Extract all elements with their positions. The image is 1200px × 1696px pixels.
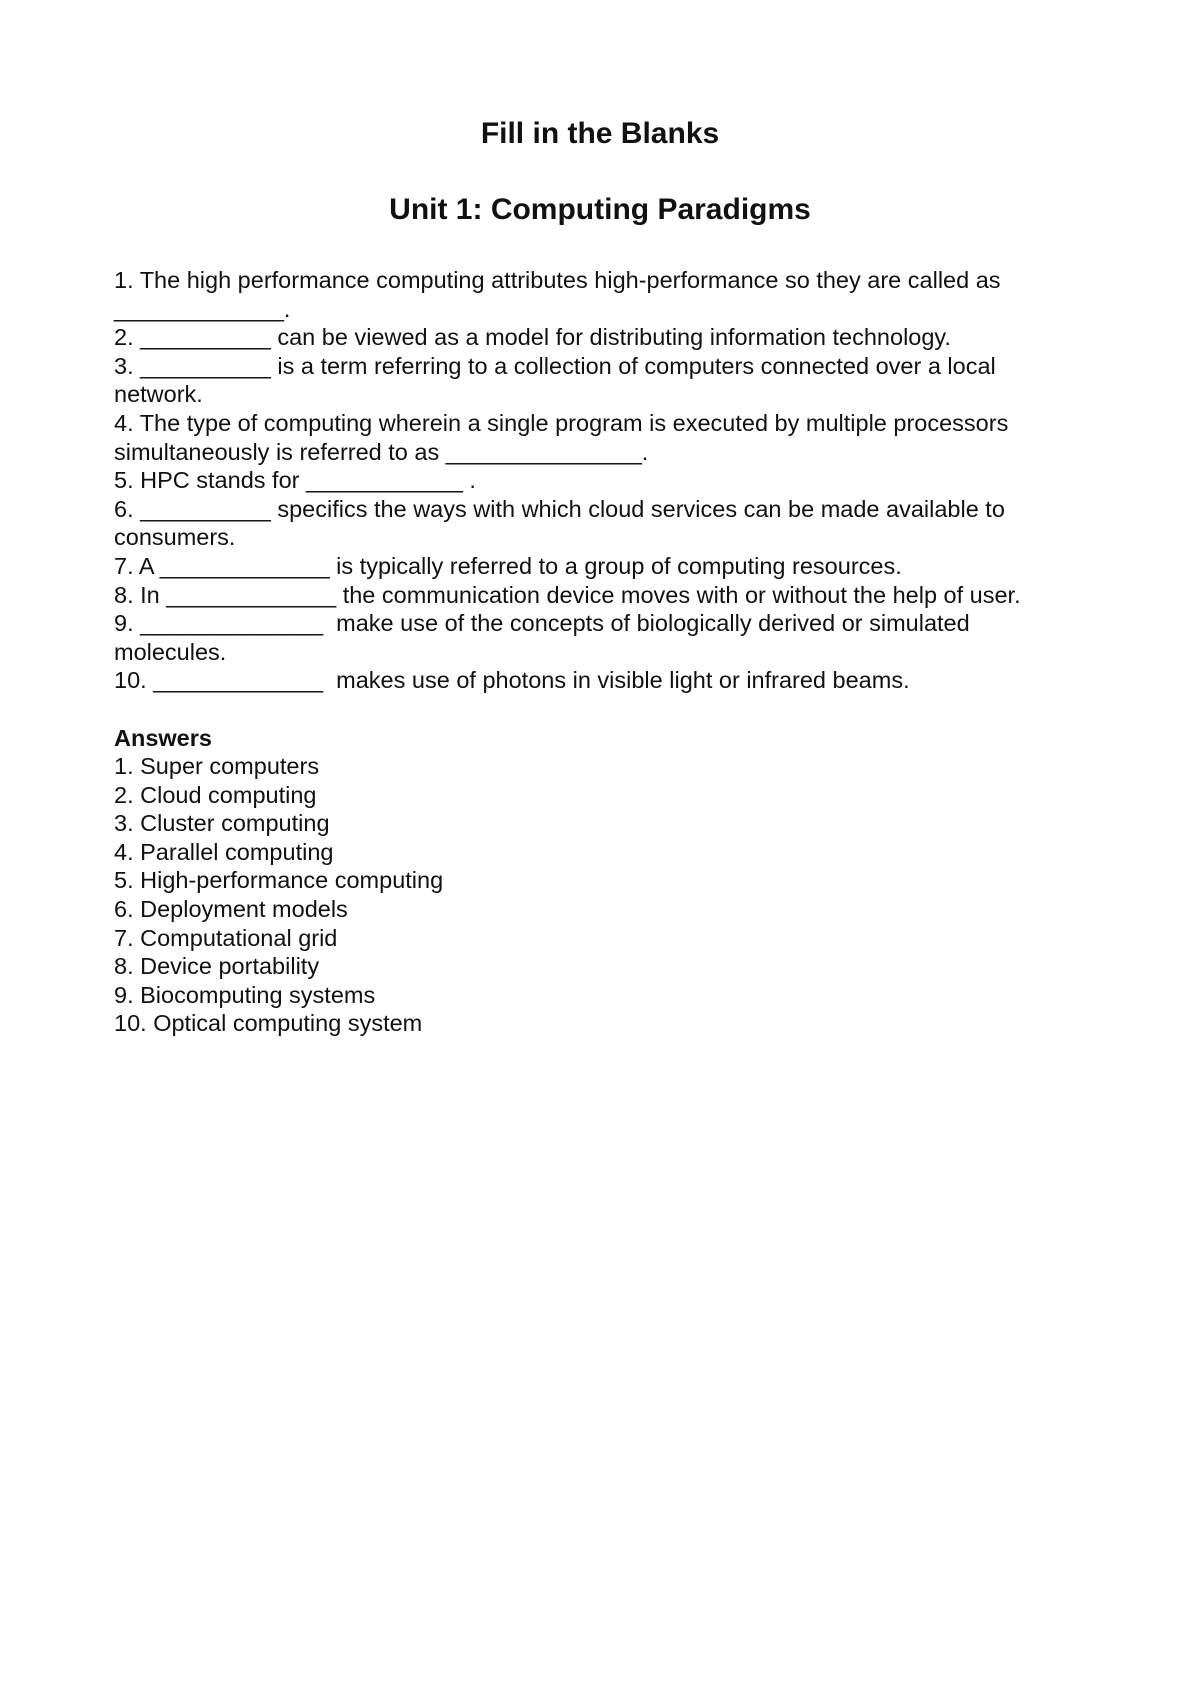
question-line: 5. HPC stands for ____________ . (114, 467, 476, 494)
answer-item: 5. High-performance computing (114, 867, 444, 894)
question-line: consumers. (114, 524, 236, 551)
answer-item: 2. Cloud computing (114, 781, 317, 808)
question-line: 3. __________ is a term referring to a collection of computers connected over a local (114, 352, 996, 379)
question-line: molecules. (114, 638, 227, 665)
answer-item: 6. Deployment models (114, 896, 348, 923)
question-line: 9. ______________ make use of the concepts of biologically derived or simulated (114, 610, 970, 637)
answer-item: 8. Device portability (114, 953, 320, 980)
answer-item: 4. Parallel computing (114, 838, 334, 865)
answer-item: 10. Optical computing system (114, 1010, 423, 1037)
question-line: 2. __________ can be viewed as a model for distributing information technology. (114, 324, 951, 351)
answers-list (114, 752, 1074, 1038)
page-title: Fill in the Blanks (480, 117, 720, 150)
questions-list (114, 266, 1074, 695)
answer-item: 7. Computational grid (114, 924, 338, 951)
answer-item: 9. Biocomputing systems (114, 981, 376, 1008)
section-spacer (114, 695, 1074, 724)
answer-item: 1. Super computers (114, 753, 320, 780)
document-body (114, 266, 1074, 1038)
question-line: 1. The high performance computing attributes high-performance so they are called as (114, 267, 1001, 293)
question-line: 8. In _____________ the communication device moves with or without the help of user. (114, 581, 1021, 608)
answer-item: 3. Cluster computing (114, 810, 330, 837)
question-line: network. (114, 381, 203, 408)
question-line: 4. The type of computing wherein a single program is executed by multiple processors (114, 409, 1009, 436)
question-line: _____________. (114, 295, 291, 322)
question-line: simultaneously is referred to as _______________. (114, 438, 649, 465)
question-line: 10. _____________ makes use of photons in visible light or infrared beams. (114, 667, 910, 694)
question-line: 6. __________ specifics the ways with which cloud services can be made available to (114, 495, 1005, 522)
answers-heading: Answers (114, 724, 212, 751)
question-line: 7. A _____________ is typically referred to a group of computing resources. (114, 552, 902, 579)
unit-title: Unit 1: Computing Paradigms (389, 193, 811, 226)
